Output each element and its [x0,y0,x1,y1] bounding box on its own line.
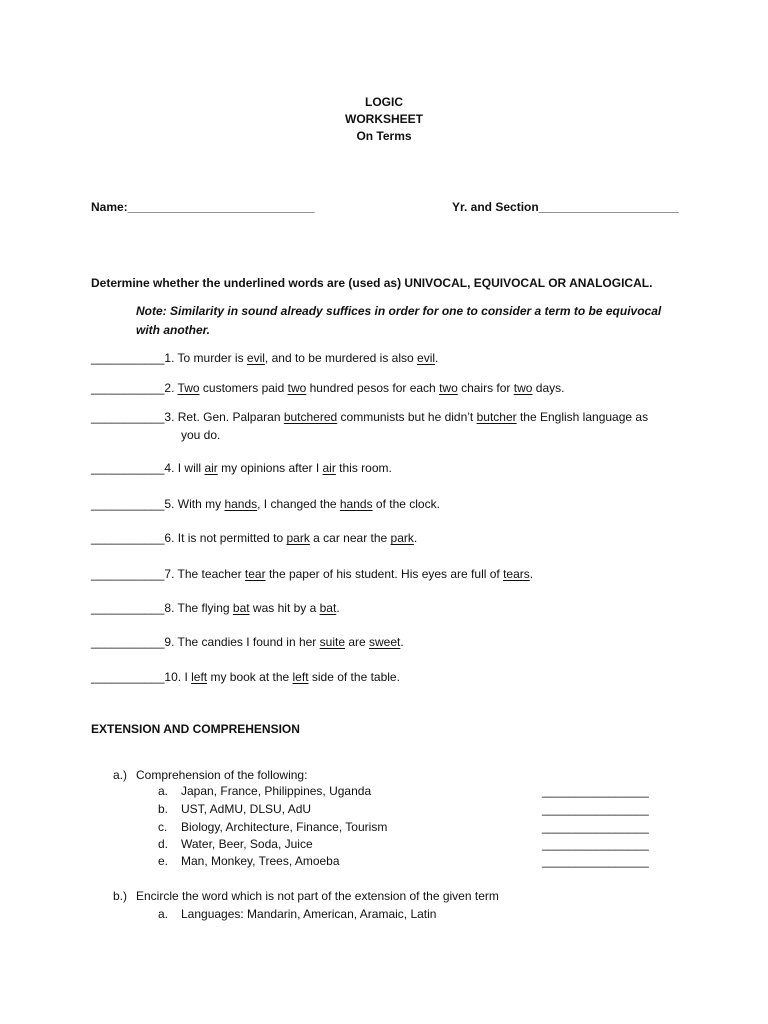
underlined-term: park [390,531,414,545]
question-text: side of the table. [308,670,400,684]
question-item [91,460,392,477]
underlined-term: suite [319,635,345,649]
underlined-term: evil [417,351,436,365]
question-text: . [400,635,404,649]
question-text: It is not permitted to [177,531,287,545]
part-b-text: Encircle the word which is not part of the extension of the given term [136,889,499,903]
question-text: are [345,635,370,649]
question-item [91,380,564,397]
question-text: I will [177,461,205,475]
question-text: . [435,351,439,365]
question-item [91,634,404,651]
question-number: 8. [164,601,178,615]
question-text: . [529,567,534,581]
question-number: 4. [164,461,178,475]
underlined-term: left [191,670,208,684]
part-a-item-text: Biology, Architecture, Finance, Tourism [181,820,388,834]
underlined-term: bat [232,601,250,615]
underlined-term: two [287,381,307,395]
part-a-answer-blank[interactable]: ________________ [542,820,649,834]
part-a-answer-blank[interactable]: ________________ [542,784,649,798]
question-text: , I changed the [257,497,340,511]
underlined-term: two [439,381,458,395]
question-text: this room. [335,461,392,475]
question-text: . [413,531,418,545]
part-b-label: b.) [113,889,128,903]
answer-blank[interactable]: ___________ [91,351,165,365]
answer-blank[interactable]: ___________ [91,461,165,475]
part-a-item-letter: b. [158,802,169,816]
answer-blank[interactable]: ___________ [91,670,165,684]
part-a-text: Comprehension of the following: [136,768,308,782]
question-item [91,530,417,547]
question-text: a car near the [309,531,391,545]
title-worksheet: WORKSHEET [345,112,423,126]
question-text: To murder is [177,351,247,365]
question-number: 3. [164,410,178,424]
underlined-term: air [204,461,218,475]
question-number: 6. [164,531,178,545]
title-logic: LOGIC [365,95,403,109]
underlined-term: butchered [283,410,338,424]
part-a-item-text: Japan, France, Philippines, Uganda [181,784,372,798]
question-item [91,600,340,617]
question-number: 10. [164,670,185,684]
underlined-term: butcher [476,410,517,424]
question-text: the paper of his student. His eyes are full of [265,567,504,581]
question-text: of the clock. [372,497,440,511]
question-text: The teacher [177,567,245,581]
question-text: . [336,601,340,615]
question-text: I [184,670,192,684]
question-text: The flying [177,601,233,615]
question-item [91,496,440,513]
underlined-term: Two [177,381,200,395]
underlined-term: left [292,670,309,684]
question-item [91,350,438,367]
underlined-term: tear [244,567,266,581]
note-line-2: with another. [136,323,211,337]
question-number: 2. [164,381,178,395]
question-item [91,409,648,426]
part-a-item-letter: e. [158,854,169,868]
underlined-term: sweet [369,635,401,649]
section-field[interactable]: Yr. and Section_____________________ [452,200,679,214]
question-text: my opinions after I [217,461,323,475]
part-a-answer-blank[interactable]: ________________ [542,802,649,816]
answer-blank[interactable]: ___________ [91,601,165,615]
question-text: my book at the [207,670,293,684]
question-text: The candies I found in her [177,635,320,649]
question-text: days. [532,381,565,395]
answer-blank[interactable]: ___________ [91,410,165,424]
part-b-item-text: Languages: Mandarin, American, Aramaic, Latin [181,907,437,921]
underlined-term: park [286,531,310,545]
underlined-term: evil [246,351,265,365]
note-line-1: Note: Similarity in sound already suffices in order for one to consider a term to be equivocal [136,304,662,318]
question-text: customers paid [199,381,288,395]
underlined-term: hands [224,497,258,511]
question-item [91,669,400,686]
question-text: communists but he didn’t [337,410,477,424]
answer-blank[interactable]: ___________ [91,567,165,581]
extension-heading: EXTENSION AND COMPREHENSION [91,722,300,736]
answer-blank[interactable]: ___________ [91,381,165,395]
part-a-item-text: Water, Beer, Soda, Juice [181,837,313,851]
answer-blank[interactable]: ___________ [91,531,165,545]
question-text: , and to be murdered is also [264,351,418,365]
part-a-item-text: Man, Monkey, Trees, Amoeba [181,854,340,868]
question-text: chairs for [457,381,514,395]
part-a-item-letter: c. [158,820,168,834]
part-b-item-letter: a. [158,907,169,921]
question-number: 1. [164,351,178,365]
underlined-term: hands [339,497,373,511]
question-number: 7. [164,567,178,581]
part-a-label: a.) [113,768,128,782]
underlined-term: two [513,381,533,395]
underlined-term: bat [319,601,337,615]
part-a-answer-blank[interactable]: ________________ [542,837,649,851]
title-on-terms: On Terms [356,129,412,143]
instructions: Determine whether the underlined words are (used as) UNIVOCAL, EQUIVOCAL OR ANALOGICAL. [91,276,653,290]
question-continuation: you do. [181,428,221,442]
name-field[interactable]: Name:____________________________ [91,200,315,214]
underlined-term: tears [503,567,530,581]
question-text: the English language as [516,410,649,424]
answer-blank[interactable]: ___________ [91,635,165,649]
part-a-answer-blank[interactable]: ________________ [542,854,649,868]
underlined-term: air [322,461,336,475]
question-item [91,566,533,583]
question-number: 5. [164,497,178,511]
question-text: was hit by a [249,601,320,615]
question-number: 9. [164,635,178,649]
question-text: hundred pesos for each [306,381,440,395]
question-text: Ret. Gen. Palparan [177,410,284,424]
part-a-item-letter: d. [158,837,169,851]
answer-blank[interactable]: ___________ [91,497,165,511]
part-a-item-letter: a. [158,784,169,798]
part-a-item-text: UST, AdMU, DLSU, AdU [181,802,312,816]
question-text: With my [177,497,225,511]
